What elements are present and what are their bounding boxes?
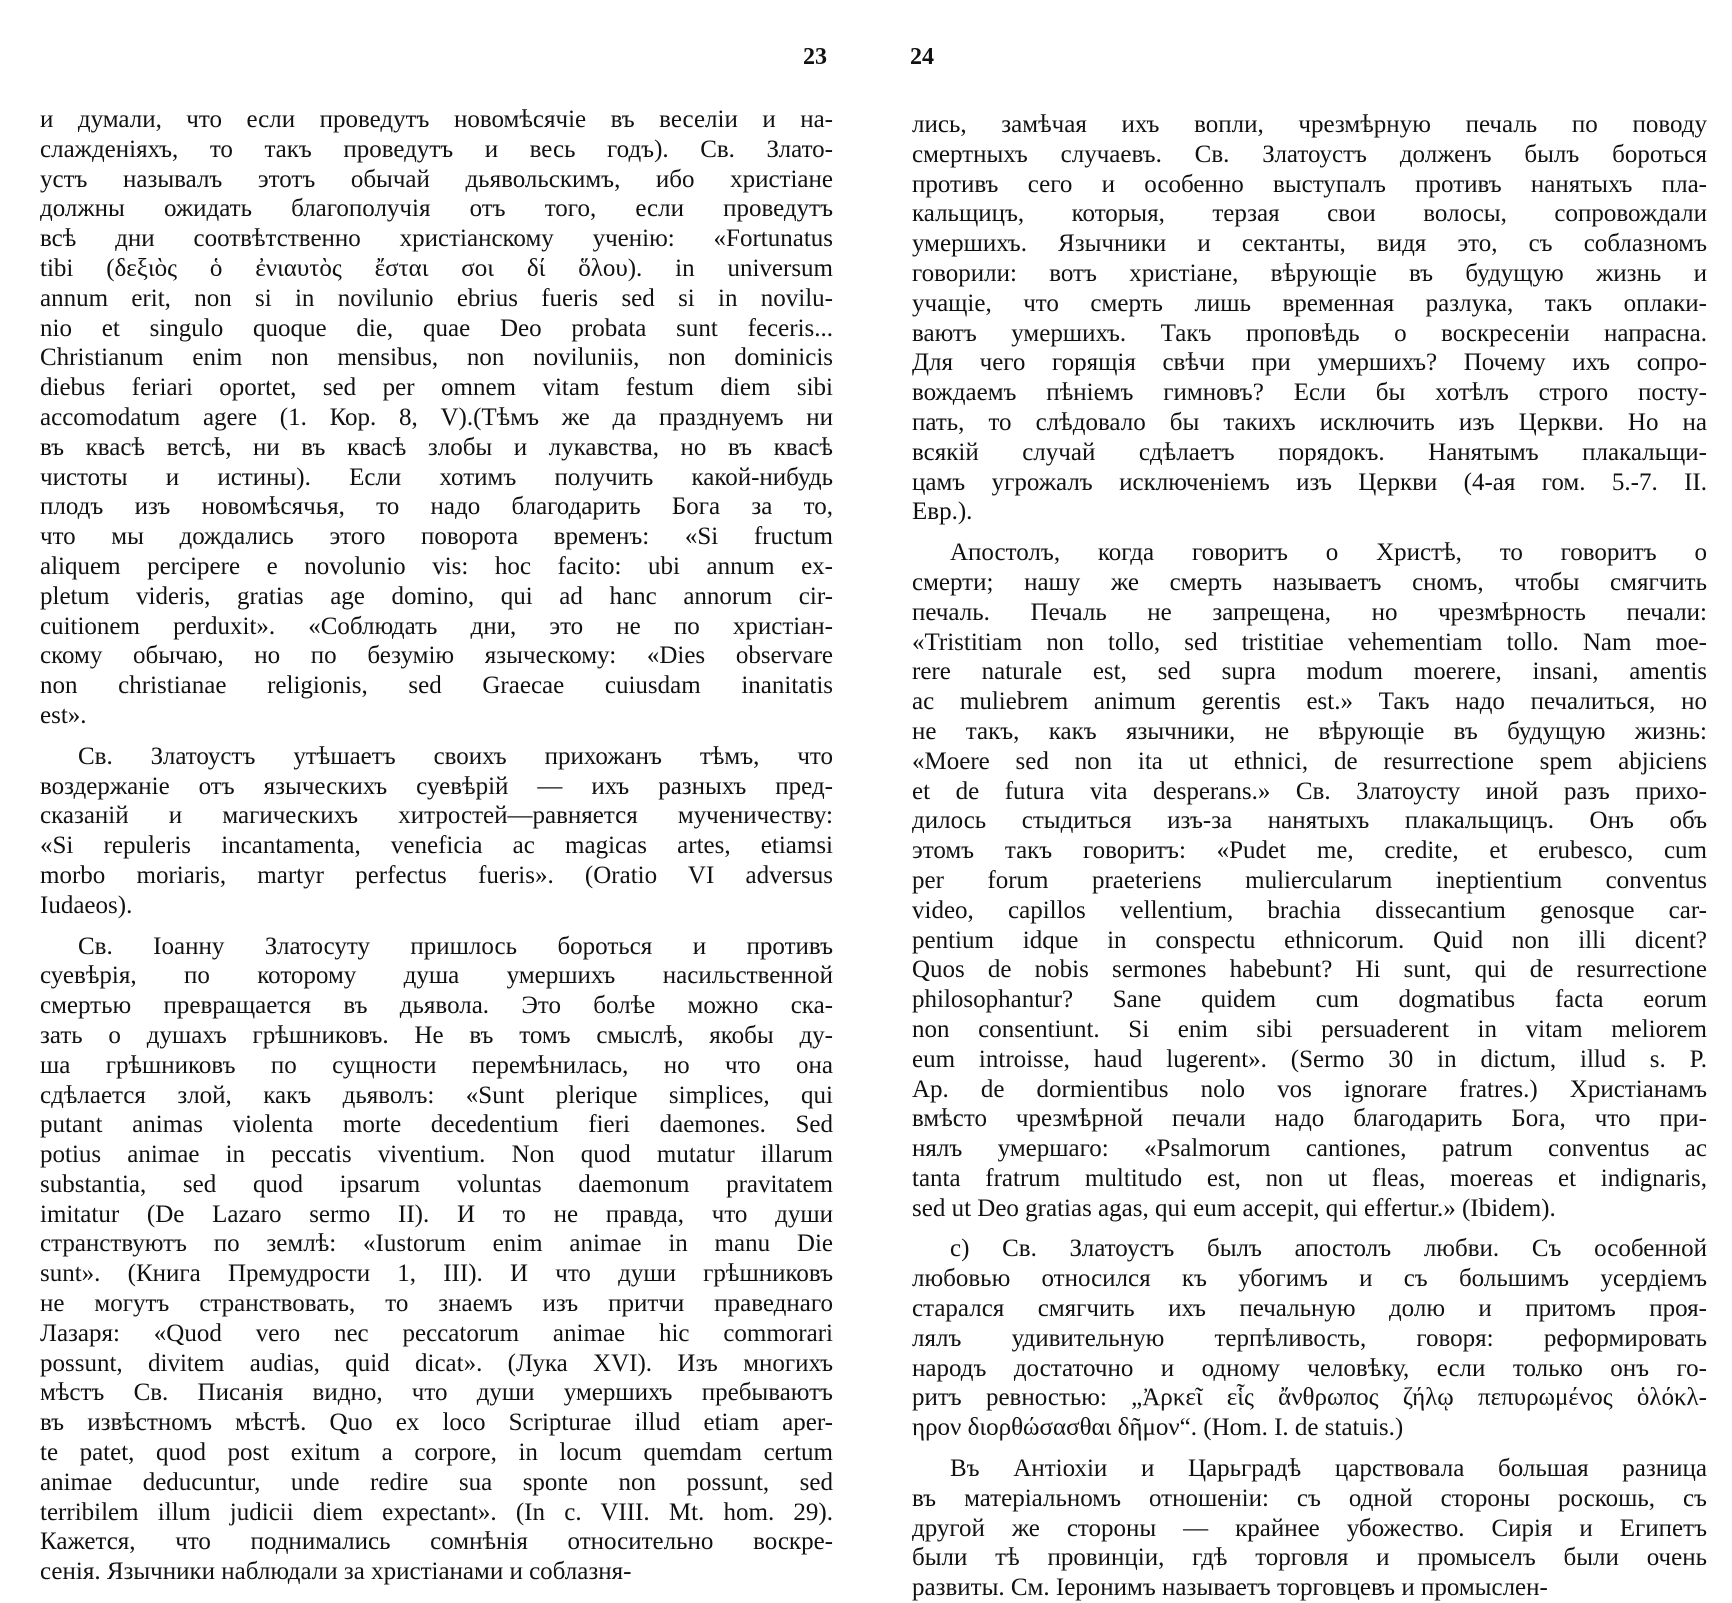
text-line: странствуютъ по землѣ: «Iustorum enim animae in manu Die	[40, 1230, 833, 1258]
text-line: «Tristitiam non tollo, sed tristitiae vehementiam tollo. Nam moe-	[912, 628, 1707, 656]
text-line: дилось стыдиться изъ-за нанятыхъ плакальщицъ. Онъ объ	[912, 807, 1707, 835]
text-line: rere naturale est, sed supra modum moerere, insani, amentis	[912, 658, 1707, 686]
text-line: Св. Златоустъ утѣшаетъ своихъ прихожанъ тѣмъ, что	[78, 742, 833, 770]
text-line: imitatur (De Lazaro sermo II). И то не правда, что души	[40, 1200, 833, 1228]
text-line: te patet, quod post exitum a corpore, in locum quemdam certum	[40, 1439, 833, 1467]
text-line: animae deducuntur, unde redire sua sponte non possunt, sed	[40, 1468, 833, 1496]
text-line: смерти; нашу же смерть называетъ сномъ, чтобы смягчить	[912, 568, 1707, 596]
paragraph-gap	[912, 1223, 1707, 1234]
text-line: любовью относился къ убогимъ и съ большимъ усердіемъ	[912, 1265, 1707, 1293]
text-line: плодъ изъ новомѣсячья, то надо благодарить Бога за то,	[40, 493, 833, 521]
text-line: чистоты и истины). Если хотимъ получить какой-нибудь	[40, 463, 833, 491]
text-line: nio et singulo quoque die, quae Deo probata sunt feceris...	[40, 314, 833, 342]
text-line: должны ожидать благополучія отъ того, если проведутъ	[40, 195, 833, 223]
text-line: суевѣрія, по которому душа умершихъ насильственной	[40, 962, 833, 990]
text-line: «Si repuleris incantamenta, veneficia ac magicas artes, etiamsi	[40, 832, 833, 860]
left-column	[40, 105, 833, 1587]
text-line: устъ называлъ этотъ обычай дьявольскимъ, ибо христіане	[40, 165, 833, 193]
text-line: не могутъ странствовать, то знаемъ изъ притчи праведнаго	[40, 1290, 833, 1318]
paragraph-gap	[40, 731, 833, 742]
text-line: не такъ, какъ язычники, не вѣрующіе въ будущую жизнь:	[912, 717, 1707, 745]
text-line: Апостолъ, когда говоритъ о Христѣ, то говоритъ о	[950, 539, 1707, 567]
text-line: сказаній и магическихъ хитростей—равняется мученичеству:	[40, 802, 833, 830]
paragraph-gap	[912, 1443, 1707, 1454]
text-line: sunt». (Книга Премудрости 1, III). И что души грѣшниковъ	[40, 1260, 833, 1288]
text-line: и думали, что если проведутъ новомѣсячіе въ веселіи и на-	[40, 106, 833, 133]
text-line: ηρον διορθώσασθαι δῆμον“. (Hom. I. de statuis.)	[912, 1414, 1404, 1442]
text-line: что мы дождались этого поворота временъ: «Si fructum	[40, 523, 833, 551]
text-line: въ матеріальномъ отношеніи: съ одной стороны роскошь, съ	[912, 1484, 1707, 1512]
text-line: possunt, divitem audias, quid dicat». (Лука XVI). Изъ многихъ	[40, 1349, 833, 1377]
text-line: ша грѣшниковъ по сущности перемѣнилась, но что она	[40, 1051, 833, 1079]
text-line: мѣстъ Св. Писанія видно, что души умершихъ пребываютъ	[40, 1379, 833, 1407]
text-line: pletum videris, gratias age domino, qui ad hanc annorum cir-	[40, 582, 833, 610]
text-line: terribilem illum judicii diem expectant». (In c. VIII. Mt. hom. 29).	[40, 1498, 833, 1526]
text-line: скому обычаю, но по безумію языческому: «Dies observare	[40, 642, 833, 670]
text-line: печаль. Печаль не запрещена, но чрезмѣрность печали:	[912, 598, 1707, 626]
text-line: сдѣлается злой, какъ дьяволъ: «Sunt plerique simplices, qui	[40, 1081, 833, 1109]
text-line: зать о душахъ грѣшниковъ. Не въ томъ смыслѣ, якобы ду-	[40, 1021, 833, 1049]
text-line: «Moere sed non ita ut ethnici, de resurrectione spem abjiciens	[912, 747, 1707, 775]
page-number-left: 23	[803, 44, 827, 70]
text-line: противъ сего и особенно выступалъ противъ нанятыхъ пла-	[912, 170, 1707, 198]
text-line: Въ Антіохіи и Царьградѣ царствовала большая разница	[950, 1455, 1707, 1483]
paragraph-gap	[912, 527, 1707, 538]
text-line: развиты. См. Іеронимъ называетъ торговцевъ и промыслен-	[912, 1574, 1548, 1602]
text-line: умершихъ. Язычники и сектанты, видя это, съ соблазномъ	[912, 230, 1707, 258]
text-line: нялъ умершаго: «Psalmorum cantiones, patrum conventus ac	[912, 1135, 1707, 1163]
text-line: sed ut Deo gratias agas, qui eum accepit, qui effertur.» (Ibidem).	[912, 1194, 1556, 1222]
text-line: Ap. de dormientibus nolo vos ignorare fratres.) Христіанамъ	[912, 1075, 1707, 1103]
text-line: est».	[40, 701, 87, 729]
text-line: говорили: вотъ христіане, вѣрующіе въ будущую жизнь и	[912, 259, 1707, 287]
text-line: Кажется, что поднимались сомнѣнія относительно воскре-	[40, 1528, 833, 1556]
text-line: смертныхъ случаевъ. Св. Златоустъ долженъ былъ бороться	[912, 140, 1707, 168]
text-line: вождаемъ пѣніемъ гимновъ? Если бы хотѣлъ строго посту-	[912, 379, 1707, 407]
text-line: с) Св. Златоустъ былъ апостолъ любви. Съ особенной	[950, 1235, 1707, 1263]
page-number-right: 24	[910, 44, 934, 70]
text-line: въ извѣстномъ мѣстѣ. Quo ex loco Scripturae illud etiam aper-	[40, 1409, 833, 1437]
text-line: Св. Іоанну Златосуту пришлось бороться и противъ	[78, 932, 833, 960]
text-line: вмѣсто чрезмѣрной печали надо благодарить Бога, что при-	[912, 1105, 1707, 1133]
text-line: были тѣ провинціи, гдѣ торговля и промыселъ были очень	[912, 1544, 1707, 1572]
right-column	[912, 110, 1707, 1603]
text-line: cuitionem perduxit». «Соблюдать дни, это не по христіан-	[40, 612, 833, 640]
text-line: tibi (δεξιὸς ὁ ἐνιαυτὸς ἔσται σοι δί ὅλου). in universum	[40, 254, 833, 282]
text-line: Лазаря: «Quod vero nec peccatorum animae hic commorari	[40, 1319, 833, 1347]
text-line: лись, замѣчая ихъ вопли, чрезмѣрную печаль по поводу	[912, 111, 1707, 138]
text-line: народъ достаточно и одному человѣку, если только онъ го-	[912, 1354, 1707, 1382]
text-line: non consentiunt. Si enim sibi persuaderent in vitam meliorem	[912, 1015, 1707, 1043]
paragraph-gap	[40, 921, 833, 932]
text-line: Для чего горящія свѣчи при умершихъ? Почему ихъ сопро-	[912, 349, 1707, 377]
text-line: non christianae religionis, sed Graecae cuiusdam inanitatis	[40, 672, 833, 700]
text-line: philosophantur? Sane quidem cum dogmatibus facta eorum	[912, 986, 1707, 1014]
text-line: morbo moriaris, martyr perfectus fueris». (Oratio VI adversus	[40, 861, 833, 889]
text-line: accomodatum agere (1. Кор. 8, V).(Тѣмъ же да празднуемъ ни	[40, 403, 833, 431]
text-line: всѣ дни соотвѣтственно христіанскому ученію: «Fortunatus	[40, 225, 833, 253]
text-line: другой же стороны — крайнее убожество. Сирія и Египетъ	[912, 1514, 1707, 1542]
text-line: кальщицъ, которыя, терзая свои волосы, сопровождали	[912, 200, 1707, 228]
text-line: всякій случай сдѣлаетъ порядокъ. Нанятымъ плакальщи-	[912, 438, 1707, 466]
text-line: Евр.).	[912, 498, 973, 526]
text-line: старался смягчить ихъ печальную долю и притомъ проя-	[912, 1295, 1707, 1323]
text-line: per forum praeteriens muliercularum ineptientium conventus	[912, 866, 1707, 894]
text-line: pentium idque in conspectu ethnicorum. Quid non illi dicent?	[912, 926, 1707, 954]
text-line: Christianum enim non mensibus, non noviluniis, non dominicis	[40, 344, 833, 372]
text-line: учащіе, что смерть лишь временная разлука, такъ оплаки-	[912, 289, 1707, 317]
text-line: eum introisse, haud lugerent». (Sermo 30 in dictum, illud s. P.	[912, 1045, 1707, 1073]
text-line: ac muliebrem animum gerentis est.» Такъ надо печалиться, но	[912, 688, 1707, 716]
text-line: diebus feriari oportet, sed per omnem vitam festum diem sibi	[40, 374, 833, 402]
text-line: цамъ угрожалъ исключеніемъ изъ Церкви (4-ая гом. 5.-7. II.	[912, 468, 1707, 496]
text-line: annum erit, non si in novilunio ebrius fueris sed si in novilu-	[40, 284, 833, 312]
text-line: этомъ такъ говоритъ: «Pudet me, credite, et erubesco, cum	[912, 837, 1707, 865]
text-line: tanta fratrum multitudo est, non ut fleas, moereas et indignaris,	[912, 1164, 1707, 1192]
text-line: слажденіяхъ, то такъ проведутъ и весь годъ). Св. Злато-	[40, 135, 833, 163]
text-line: putant animas violenta morte decedentium fieri daemones. Sed	[40, 1111, 833, 1139]
text-line: воздержаніе отъ языческихъ суевѣрій — ихъ разныхъ пред-	[40, 772, 833, 800]
text-line: aliquem percipere e novolunio vis: hoc facito: ubi annum ex-	[40, 552, 833, 580]
text-line: et de futura vita desperans.» Св. Златоусту иной разъ прихо-	[912, 777, 1707, 805]
text-line: substantia, sed quod ipsarum voluntas daemonum pravitatem	[40, 1170, 833, 1198]
text-line: Iudaeos).	[40, 891, 133, 919]
text-line: Quos de nobis sermones habebunt? Hi sunt, qui de resurrectione	[912, 956, 1707, 984]
text-line: пать, то слѣдовало бы такихъ исключить изъ Церкви. Но на	[912, 408, 1707, 436]
text-line: смертью превращается въ дьявола. Это болѣе можно ска-	[40, 992, 833, 1020]
text-line: сенія. Язычники наблюдали за христіанами и соблазня-	[40, 1558, 632, 1586]
text-line: ритъ ревностью: „Ἀρκεῖ εἷς ἄνθρωπος ζήλῳ πεπυρωμένος ὁλόκλ-	[912, 1384, 1707, 1412]
text-line: ваютъ умершихъ. Такъ проповѣдь о воскресеніи напрасна.	[912, 319, 1707, 347]
text-line: potius animae in peccatis viventium. Non quod mutatur illarum	[40, 1141, 833, 1169]
text-line: video, capillos vellentium, brachia dissecantium genosque car-	[912, 896, 1707, 924]
text-line: въ квасѣ ветсѣ, ни въ квасѣ злобы и лукавства, но въ квасѣ	[40, 433, 833, 461]
text-line: лялъ удивительную терпѣливость, говоря: реформировать	[912, 1324, 1707, 1352]
